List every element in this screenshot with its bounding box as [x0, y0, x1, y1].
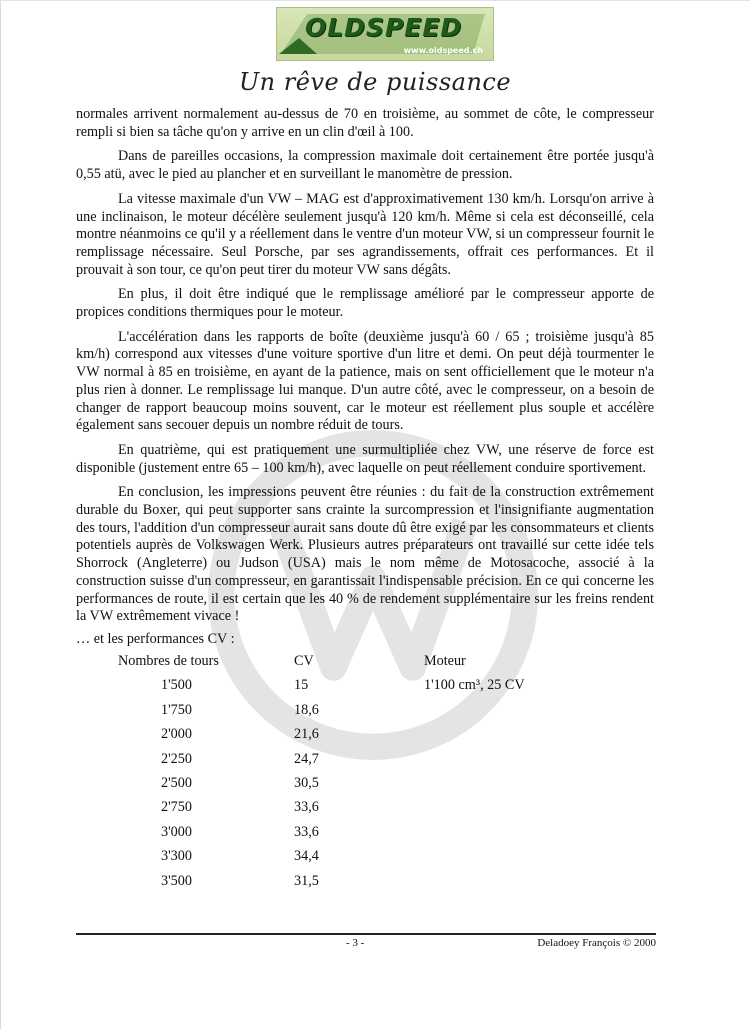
cv-cell: 21,6: [294, 726, 319, 743]
header-cv: CV: [294, 653, 314, 669]
logo-url: www.oldspeed.ch: [403, 46, 483, 55]
rpm-cell: 2'250: [161, 750, 192, 767]
paragraph: En plus, il doit être indiqué que le remplissage amélioré par le compresseur apporte de propices conditions thermiques pour le moteur.: [76, 286, 654, 321]
rpm-cell: 3'500: [161, 872, 192, 889]
oldspeed-logo: [276, 7, 494, 61]
cv-cell: 30,5: [294, 774, 319, 791]
paragraph: Dans de pareilles occasions, la compression maximale doit certainement être portée jusqu'à 0,55 atü, avec le pied au plancher et en surveillant le manomètre de pression.: [76, 148, 654, 183]
table-row: [118, 775, 584, 799]
performance-intro: … et les performances CV :: [76, 631, 235, 647]
engine-cell: 1'100 cm³, 25 CV: [424, 677, 525, 694]
author-copyright: Deladoey François © 2000: [537, 937, 656, 949]
paragraph: La vitesse maximale d'un VW – MAG est d'approximativement 130 km/h. Lorsqu'on arrive à une inclinaison, le moteur décélère seulement jusqu'à 120 km/h. Même si cela est déconseillé, cela montre néanmoins ce qu'il y a réellement dans le ventre d'un moteur VW, si un compresseur fournit le remplissage nécessaire. Seul Porsche, par ses agrandissements, offrait ces performances. Et il prouvait à son tour, ce qu'on peut tirer du moteur VW sans dégâts.: [76, 190, 654, 278]
cv-cell: 34,4: [294, 848, 319, 865]
page-number: - 3 -: [346, 937, 365, 949]
paragraph: En quatrième, qui est pratiquement une surmultipliée chez VW, une réserve de force est disponible (justement entre 65 – 100 km/h), avec laquelle on peut réellement conduire sportivement.: [76, 441, 654, 476]
performance-table: [118, 653, 584, 897]
paragraph: En conclusion, les impressions peuvent être réunies : du fait de la construction extrêmement durable du Boxer, qui peut supporter sans crainte la surcompression et l'insignifiante augmentation des tours, l'addition d'un compresseur aurait sans doute dû être exigé par les consommateurs et clients potentiels auprès de Volkswagen Werk. Plusieurs autres préparateurs ont travaillé sur cette idée tels Shorrock (Angleterre) ou Judson (USA) mais le nom même de Motosacoche, associé à la construction suisse d'un compresseur, en garantissait l'indispensable précision. En ce qui concerne les performances de route, il est certain que les 40 % de rendement supplémentaire sur les freins rendent la VW extrêmement vivace !: [76, 484, 654, 625]
table-row: [118, 799, 584, 823]
cv-cell: 31,5: [294, 872, 319, 889]
cv-cell: 24,7: [294, 750, 319, 767]
footer-divider: [76, 933, 656, 935]
cv-cell: 15: [294, 677, 309, 694]
table-row: [118, 677, 584, 701]
paragraph: normales arrivent normalement au-dessus de 70 en troisième, au sommet de côte, le compresseur rempli si bien sa tâche qu'on y arrive en un clin d'œil à 100.: [76, 106, 654, 140]
table-row: [118, 848, 584, 872]
paragraph: L'accélération dans les rapports de boîte (deuxième jusqu'à 60 / 65 ; troisième jusqu'à 85 km/h) correspond aux vitesses d'une voiture sportive d'un litre et demi. On peut déjà tourmenter le VW normal à 85 en troisième, en ayant de la patience, mais on sent officiellement que le moteur n'a plus rien à donner. Le remplissage lui manque. D'un autre côté, avec le compresseur, on a besoin de changer de rapport beaucoup moins souvent, car le moteur est réellement plus souple et accélère également sans secouer depuis un nombre réduit de tours.: [76, 328, 654, 434]
rpm-cell: 3'300: [161, 848, 192, 865]
table-row: [118, 824, 584, 848]
header-engine: Moteur: [424, 653, 466, 669]
rpm-cell: 2'000: [161, 726, 192, 743]
table-row: [118, 873, 584, 897]
header-rpm: Nombres de tours: [118, 653, 219, 669]
rpm-cell: 1'750: [161, 701, 192, 718]
cv-cell: 33,6: [294, 823, 319, 840]
rpm-cell: 2'750: [161, 799, 192, 816]
logo-wordmark: OLDSPEED: [305, 13, 463, 42]
page-title: Un rêve de puissance: [238, 68, 512, 96]
rpm-cell: 2'500: [161, 774, 192, 791]
rpm-cell: 3'000: [161, 823, 192, 840]
article-body: [76, 106, 654, 633]
table-header-row: [118, 653, 584, 677]
table-row: [118, 702, 584, 726]
table-row: [118, 726, 584, 750]
rpm-cell: 1'500: [161, 677, 192, 694]
cv-cell: 33,6: [294, 799, 319, 816]
table-row: [118, 751, 584, 775]
cv-cell: 18,6: [294, 701, 319, 718]
